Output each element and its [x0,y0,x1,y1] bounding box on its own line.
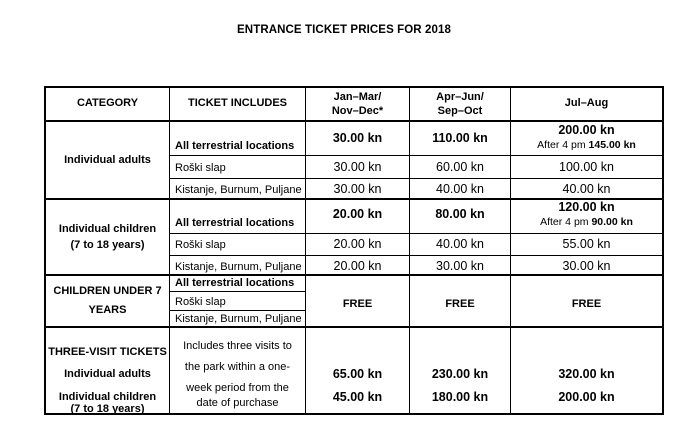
category-individual-children-age: (7 to 18 years) [70,239,145,251]
header-period-3: Jul–Aug [564,97,609,109]
ticket-includes-cell: Roški slap [175,239,226,251]
ticket-includes-cell: All terrestrial locations [175,217,295,229]
price-cell: 200.00 kn [558,123,615,137]
price-cell: 40.00 kn [436,182,484,196]
price-cell: 230.00 kn [431,367,489,381]
price-cell: 65.00 kn [332,367,383,381]
category-three-visit-adults: Individual adults [64,368,151,380]
ticket-includes-cell: Kistanje, Burnum, Puljane [175,261,302,273]
category-three-visit-tickets: THREE-VISIT TICKETS [48,346,167,358]
price-cell: 55.00 kn [562,237,611,251]
header-period-2-line-1: Apr–Jun/ [436,91,484,103]
free-cell: FREE [571,298,602,310]
three-visit-description: date of purchase [196,397,279,409]
ticket-includes-cell: Kistanje, Burnum, Puljane [175,313,302,325]
after-4pm-label: After 4 pm [537,139,589,151]
category-individual-adults: Individual adults [64,154,151,166]
ticket-includes-cell: All terrestrial locations [175,140,295,152]
header-period-1-line-2: Nov–Dec* [331,105,384,117]
category-children-under-7: CHILDREN UNDER 7 [53,285,162,297]
price-cell: 200.00 kn [558,390,615,404]
ticket-includes-cell: Roški slap [175,296,226,308]
price-cell: 30.00 kn [436,259,484,273]
after-4pm-label: After 4 pm [540,216,592,228]
price-cell: 180.00 kn [431,390,489,404]
after-4pm-note [511,216,662,229]
category-three-visit-children-age: (7 to 18 years) [70,403,145,415]
price-cell: 60.00 kn [436,160,484,174]
after-4pm-price: 90.00 kn [591,216,633,228]
three-visit-description: the park within a one- [184,361,291,373]
free-cell: FREE [445,298,475,310]
price-cell: 20.00 kn [333,237,382,251]
ticket-includes-cell: Roški slap [175,162,226,174]
price-cell: 30.00 kn [333,182,382,196]
ticket-includes-cell: All terrestrial locations [175,277,295,289]
section-divider [44,326,664,328]
row-divider [169,255,664,256]
free-cell: FREE [342,298,373,310]
header-period-1-line-1: Jan–Mar/ [333,91,382,103]
price-cell: 80.00 kn [435,207,485,221]
after-4pm-price: 145.00 kn [588,139,636,151]
price-cell: 100.00 kn [559,160,614,174]
price-cell: 40.00 kn [562,182,611,196]
row-divider [169,291,305,292]
header-divider [44,120,664,122]
price-cell: 120.00 kn [558,200,615,214]
three-visit-description: Includes three visits to [183,340,292,352]
row-divider [169,233,664,234]
price-cell: 20.00 kn [332,207,383,221]
price-cell: 45.00 kn [332,390,383,404]
row-divider [169,178,664,179]
three-visit-description: week period from the [186,382,289,394]
category-three-visit-children: Individual children [58,391,157,403]
category-children-under-7-years: YEARS [88,304,127,316]
after-4pm-note [511,139,662,152]
table-border-right [662,86,664,415]
section-divider [44,274,664,276]
price-cell: 30.00 kn [333,160,382,174]
category-individual-children: Individual children [58,223,157,235]
header-ticket-includes: TICKET INCLUDES [188,97,287,109]
table-border-top [44,86,664,88]
price-cell: 110.00 kn [432,131,488,145]
header-category: CATEGORY [76,97,139,109]
header-period-2-line-2: Sep–Oct [437,105,483,117]
row-divider [169,310,305,311]
price-cell: 20.00 kn [333,259,382,273]
price-cell: 40.00 kn [436,237,484,251]
price-cell: 320.00 kn [558,367,615,381]
row-divider [169,155,664,156]
ticket-includes-cell: Kistanje, Burnum, Puljane [175,184,302,196]
page-title: ENTRANCE TICKET PRICES FOR 2018 [237,24,451,36]
price-cell: 30.00 kn [562,259,611,273]
price-cell: 30.00 kn [332,131,383,145]
